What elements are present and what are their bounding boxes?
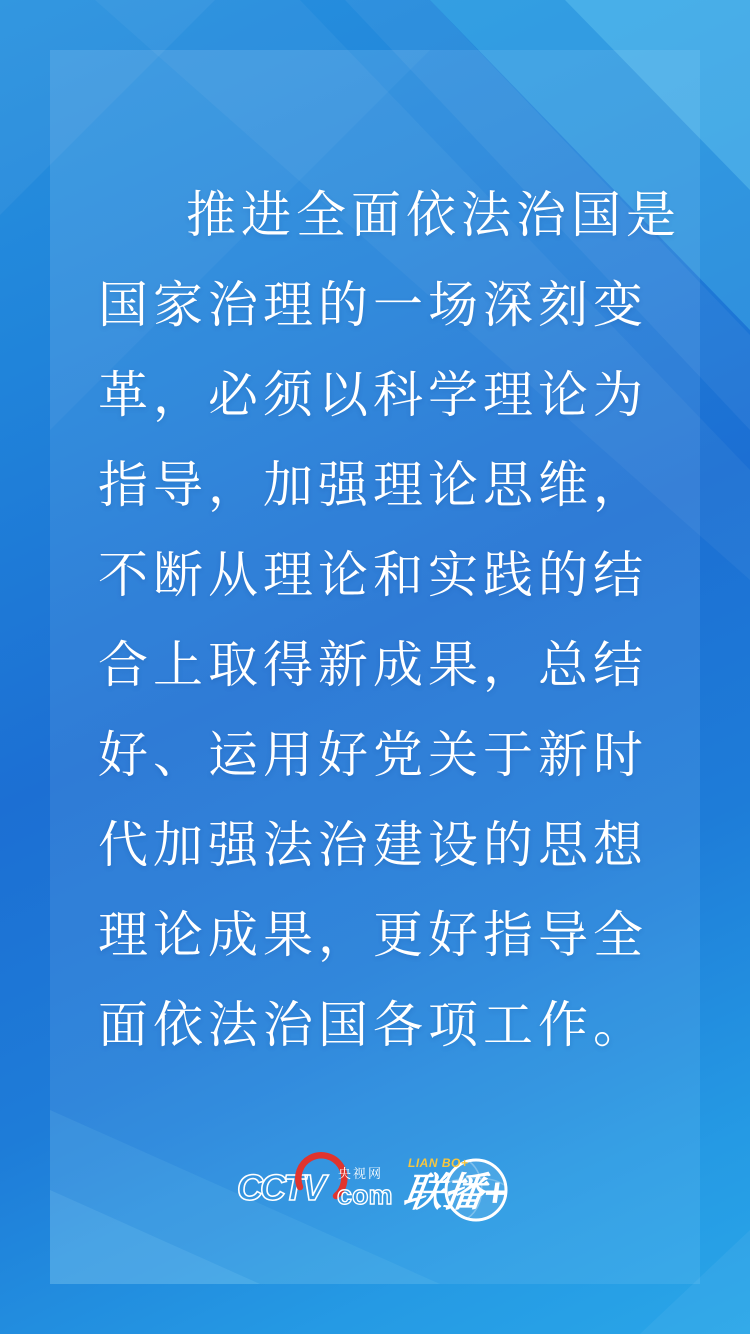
quote-line: 革，必须以科学理论为 <box>98 367 648 423</box>
quote-line: 合上取得新成果，总结 <box>98 637 648 693</box>
lianbo-logo-art <box>400 1147 518 1227</box>
lianbo-wordmark: 联播+ <box>400 1170 511 1215</box>
quote-line: 指导，加强理论思维， <box>98 457 648 513</box>
lianbo-latin-tag: LIAN BO+ <box>408 1156 469 1170</box>
quote-line: 推进全面依法治国是 <box>186 187 681 243</box>
cctv-domain-suffix: com <box>337 1180 393 1210</box>
quote-line: 理论成果，更好指导全 <box>98 907 648 963</box>
quote-line: 国家治理的一场深刻变 <box>98 277 648 333</box>
cctv-site-name: 央视网 <box>338 1166 384 1181</box>
lianbo-plus-logo <box>400 1147 518 1227</box>
cctv-logo-art <box>237 1152 393 1218</box>
footer <box>0 1145 750 1235</box>
quote-text-block <box>98 170 694 1070</box>
quote-line: 好、运用好党关于新时 <box>98 727 648 783</box>
cctv-com-logo <box>237 1152 393 1218</box>
quote-line: 不断从理论和实践的结 <box>98 547 648 603</box>
quote-line: 面依法治国各项工作。 <box>98 997 648 1053</box>
cctv-wordmark: CCTV <box>237 1167 323 1208</box>
quote-line: 代加强法治建设的思想 <box>98 817 648 873</box>
